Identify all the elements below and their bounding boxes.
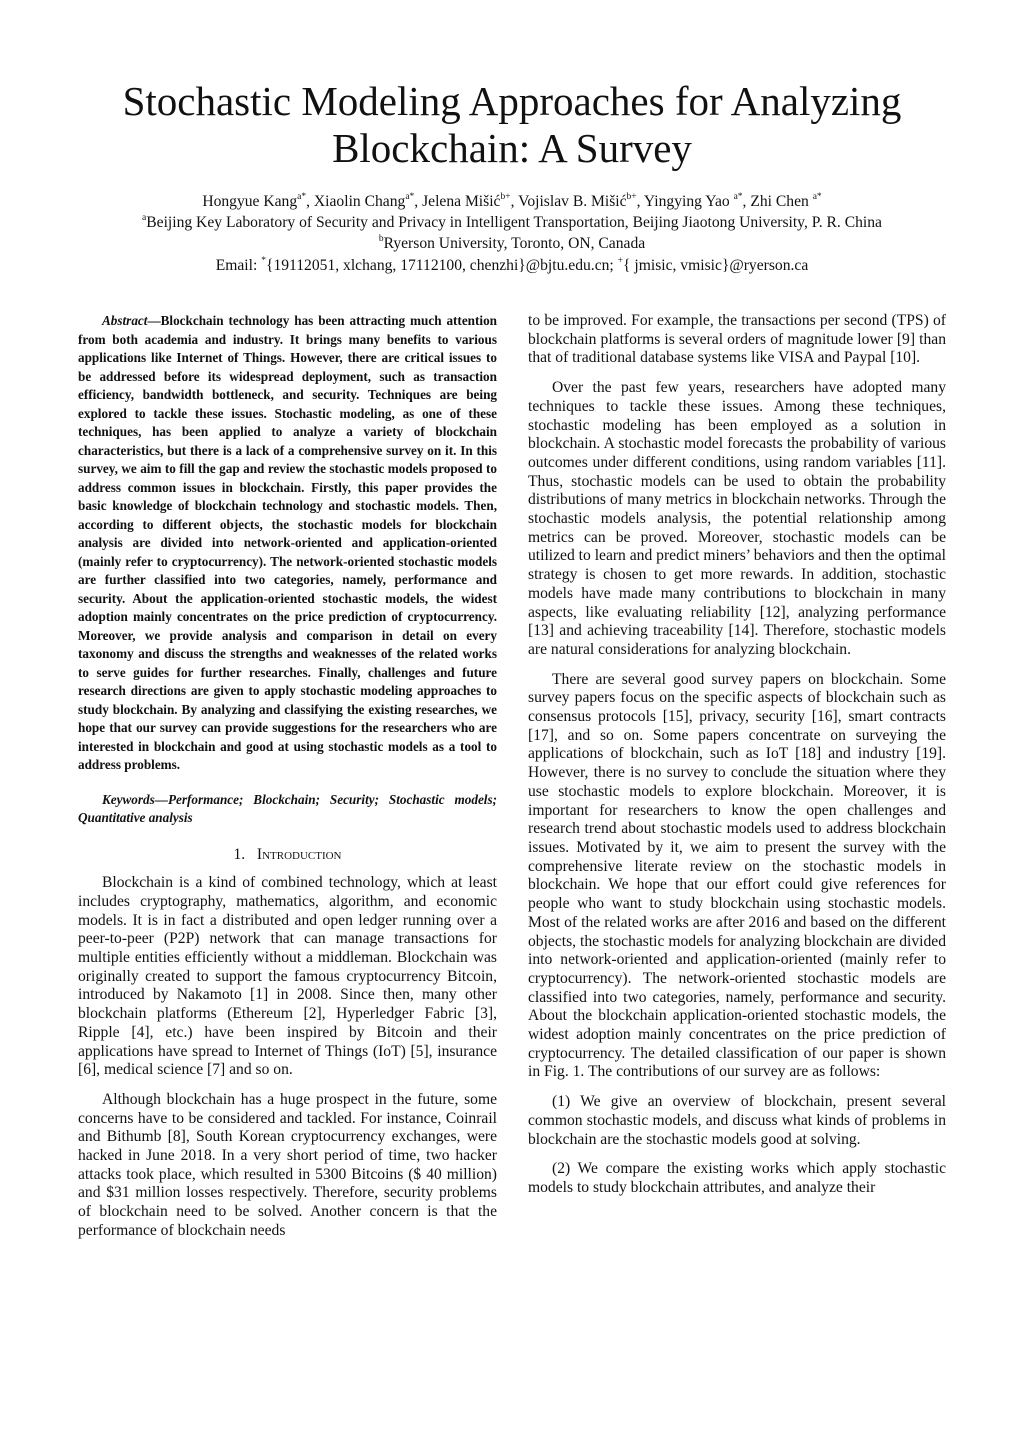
author-name: , Jelena Mišić xyxy=(414,193,501,210)
email-addresses: { jmisic, vmisic}@ryerson.ca xyxy=(623,257,809,274)
keywords xyxy=(78,791,497,828)
section-number: 1. xyxy=(233,845,246,863)
intro-paragraph-1: Blockchain is a kind of combined technology, which at least includes cryptography, mathematics, algorithm, and economic models. It is in fact a distributed and open ledger running over a peer-to-peer (P2P) network that can manage transactions for multiple entities efficiently without a middleman. Blockchain was originally created to support the famous cryptocurrency Bitcoin, introduced by Nakamoto [1] in 2008. Since then, many other blockchain platforms (Ethereum [2], Hyperledger Fabric [3], Ripple [4], etc.) have been inspired by Bitcoin and their applications have spread to Internet of Things (IoT) [5], insurance [6], medical science [7] and so on. xyxy=(78,874,497,1079)
paper-title-line-1: Stochastic Modeling Approaches for Analyzing xyxy=(122,78,902,124)
intro-paragraph-4: Over the past few years, researchers have adopted many techniques to tackle these issues. Among these techniques, stochastic modeling has been employed as a solution in blockchain. A stochastic model forecasts the probability of various outcomes under different conditions, using random variables [11]. Thus, stochastic models can be used to obtain the probability distributions of many metrics in blockchain networks. Through the stochastic models analysis, the potential relationship among metrics can be proved. Moreover, stochastic models can be utilized to learn and predict miners’ behaviors and then the optimal strategy is chosen to get more rewards. In addition, stochastic models have made many contributions to blockchain in many aspects, like evaluating reliability [12], analyzing performance [13] and achieving traceability [14]. Therefore, stochastic models are natural considerations for analyzing blockchain. xyxy=(528,379,947,658)
abstract-dash: — xyxy=(147,313,161,328)
section-heading xyxy=(78,846,497,865)
section-title: Introduction xyxy=(256,845,342,863)
contribution-2: (2) We compare the existing works which apply stochastic models to study blockchain attributes, and analyze their xyxy=(528,1160,946,1196)
contribution-1: (1) We give an overview of blockchain, present several common stochastic models, and discuss what kinds of problems in blockchain are the stochastic models good at solving. xyxy=(528,1093,946,1148)
abstract-text: Blockchain technology has been attracting much attention from both academia and industry. It brings many benefits to various applications like Internet of Things. However, there are critical issues to be addressed before its widespread deployment, such as transaction efficiency, bandwidth bottleneck, and security. Techniques are being explored to tackle these issues. Stochastic modeling, as one of these techniques, has been applied to analyze a variety of blockchain characteristics, but there is a lack of a comprehensive survey on it. In this survey, we aim to fill the gap and review the stochastic models proposed to address common issues in blockchain. Firstly, this paper provides the basic knowledge of blockchain technology and stochastic models. Then, according to different objects, the stochastic models for blockchain analysis are divided into network-oriented and application-oriented (mainly refer to cryptocurrency). The network-oriented stochastic models are further classified into two categories, namely, performance and security. About the application-oriented stochastic models, the widest adoption mainly concentrates on the price prediction of cryptocurrency. Moreover, we provide analysis and comparison in detail on every taxonomy and discuss the strengths and weaknesses of the related works to serve guides for further researches. Finally, challenges and future research directions are given to apply stochastic modeling approaches to study blockchain. By analyzing and classifying the existing researches, we hope that our survey can provide suggestions for the researchers who are interested in blockchain and good at using stochastic models as a tool to address problems. xyxy=(78,313,497,772)
author-marker: b+ xyxy=(626,191,637,202)
author-marker: b+ xyxy=(500,191,511,202)
author-marker: a* xyxy=(297,191,307,202)
intro-paragraph-5: There are several good survey papers on blockchain. Some survey papers focus on the specific aspects of blockchain such as consensus protocols [15], privacy, security [16], smart contracts [17], and so on. Some papers concentrate on surveying the applications of blockchain, such as IoT [18] and industry [19]. However, there is no survey to conclude the situation where they use stochastic models to explore blockchain. Moreover, it is important for researchers to know the open challenges and research trend about stochastic models used to address blockchain issues. Motivated by it, we aim to present the survey with the comprehensive literate review on the stochastic models in blockchain. We hope that our effort could give references for people who want to study blockchain using stochastic models. Most of the related works are after 2016 and based on the different objects, the stochastic models for analyzing blockchain are divided into network-oriented and application-oriented (mainly refer to cryptocurrency). The network-oriented stochastic models are classified into two categories, namely, performance and security. About the blockchain application-oriented stochastic models, the widest adoption mainly concentrates on the price prediction of cryptocurrency. The detailed classification of our paper is shown in Fig. 1. The contributions of our survey are as follows: xyxy=(528,670,946,1081)
affiliation-text: Beijing Key Laboratory of Security and Privacy in Intelligent Transportation, Beijing Jiaotong University, P. R. China xyxy=(146,214,882,231)
author-name: , Yingying Yao xyxy=(636,193,734,210)
affiliation-b xyxy=(30,234,994,254)
intro-paragraph-3: to be improved. For example, the transactions per second (TPS) of blockchain platforms is several orders of magnitude lower [9] than that of traditional database systems like VISA and Paypal [10]. xyxy=(528,312,946,367)
author-marker: a* xyxy=(733,191,743,202)
author-list xyxy=(30,192,994,212)
affiliation-a xyxy=(30,213,994,233)
affiliation-text: Ryerson University, Toronto, ON, Canada xyxy=(383,235,646,252)
author-name: , Xiaolin Chang xyxy=(306,193,406,210)
email-addresses: {19112051, xlchang, 17112100, chenzhi}@bjtu.edu.cn; xyxy=(265,257,618,274)
author-name: , Vojislav B. Mišić xyxy=(510,193,627,210)
left-column xyxy=(78,312,497,1241)
keywords-text: Performance; Blockchain; Security; Stochastic models; Quantitative analysis xyxy=(78,791,497,825)
email-marker: + xyxy=(617,255,624,266)
affiliation-marker: b xyxy=(378,233,384,244)
keywords-dash: — xyxy=(154,791,168,807)
author-marker: a* xyxy=(405,191,415,202)
abstract xyxy=(78,312,497,775)
affiliation-marker: a xyxy=(142,212,147,223)
intro-paragraph-2: Although blockchain has a huge prospect in the future, some concerns have to be considered and tackled. For instance, Coinrail and Bithumb [8], South Korean cryptocurrency exchanges, were hacked in June 2018. In a very short period of time, two hacker attacks took place, which resulted in 5300 Bitcoins ($ 40 million) and $31 million losses respectively. Therefore, security problems of blockchain need to be solved. Another concern is that the performance of blockchain needs xyxy=(78,1090,497,1239)
right-column xyxy=(528,312,946,1198)
paper-title xyxy=(60,78,964,172)
email-marker: * xyxy=(261,255,266,266)
author-name: Hongyue Kang xyxy=(202,193,298,210)
author-name: , Zhi Chen xyxy=(742,193,813,210)
author-marker: a* xyxy=(812,191,822,202)
abstract-label: Abstract xyxy=(102,313,148,328)
keywords-label: Keywords xyxy=(102,791,155,807)
paper-title-line-2: Blockchain: A Survey xyxy=(332,125,692,171)
email-line xyxy=(30,256,994,276)
email-prefix: Email: xyxy=(215,257,262,274)
